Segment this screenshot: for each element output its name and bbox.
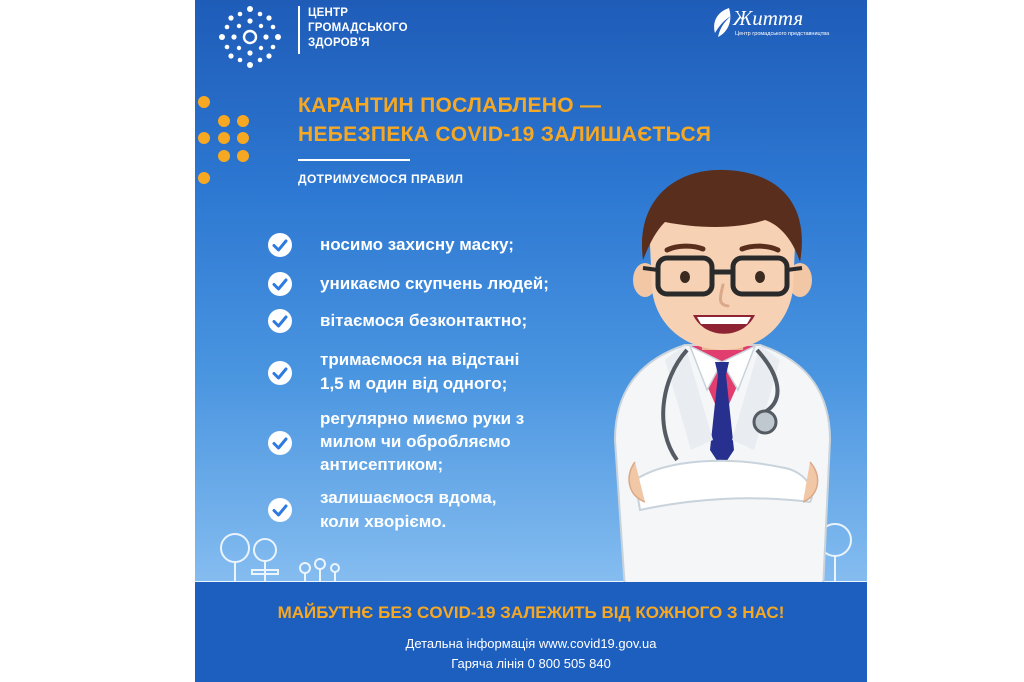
check-circle-icon: [268, 431, 292, 455]
rule-item-mask: [268, 233, 588, 257]
rule-text-line-1: тримаємося на відстані: [320, 350, 520, 369]
footer-info: Детальна інформація www.covid19.gov.ua: [405, 636, 657, 651]
logo-divider: [298, 6, 300, 54]
rule-item-distance: [268, 348, 588, 396]
rule-item-greeting: [268, 309, 588, 333]
rule-text-line-2: милом чи обробляємо: [320, 432, 511, 451]
covid-poster: [195, 0, 867, 682]
rule-text-line-1: регулярно миємо руки з: [320, 409, 525, 428]
org-logo-icon: [219, 6, 281, 68]
footer-hotline: Гаряча лінія 0 800 505 840: [451, 656, 611, 671]
rule-text: уникаємо скупчень людей;: [320, 274, 549, 293]
headline-line-1: КАРАНТИН ПОСЛАБЛЕНО —: [298, 94, 602, 117]
doctor-illustration: [595, 150, 850, 590]
rule-item-handwashing: [268, 407, 588, 477]
check-circle-icon: [268, 498, 292, 522]
headline-line-2: НЕБЕЗПЕКА COVID-19 ЗАЛИШАЄТЬСЯ: [298, 123, 712, 146]
leaf-logo-icon: [709, 6, 735, 40]
rule-text-line-3: антисептиком;: [320, 455, 444, 474]
check-circle-icon: [268, 272, 292, 296]
org-name-line-3: ЗДОРОВ'Я: [308, 37, 370, 49]
partner-logo-subtitle: Центр громадського представництва: [735, 31, 830, 37]
rules-subtitle: ДОТРИМУЄМОСЯ ПРАВИЛ: [298, 172, 464, 186]
org-name-line-2: ГРОМАДСЬКОГО: [308, 22, 408, 34]
rule-text-line-2: коли хворіємо.: [320, 512, 447, 531]
rule-text-line-1: залишаємося вдома,: [320, 488, 497, 507]
rule-text: вітаємося безконтактно;: [320, 311, 528, 330]
headline-divider: [298, 159, 410, 161]
check-circle-icon: [268, 361, 292, 385]
footer-title: МАЙБУТНЄ БЕЗ COVID-19 ЗАЛЕЖИТЬ ВІД КОЖНОГО З НАС!: [277, 603, 785, 622]
rule-text: носимо захисну маску;: [320, 235, 514, 254]
decorative-dots-icon: [195, 92, 265, 192]
rule-text-line-2: 1,5 м один від одного;: [320, 374, 508, 393]
rule-item-crowds: [268, 272, 588, 296]
check-circle-icon: [268, 309, 292, 333]
check-circle-icon: [268, 233, 292, 257]
rule-item-stay-home: [268, 486, 588, 534]
partner-logo-name: Життя: [733, 6, 804, 30]
org-name-line-1: ЦЕНТР: [308, 7, 349, 19]
